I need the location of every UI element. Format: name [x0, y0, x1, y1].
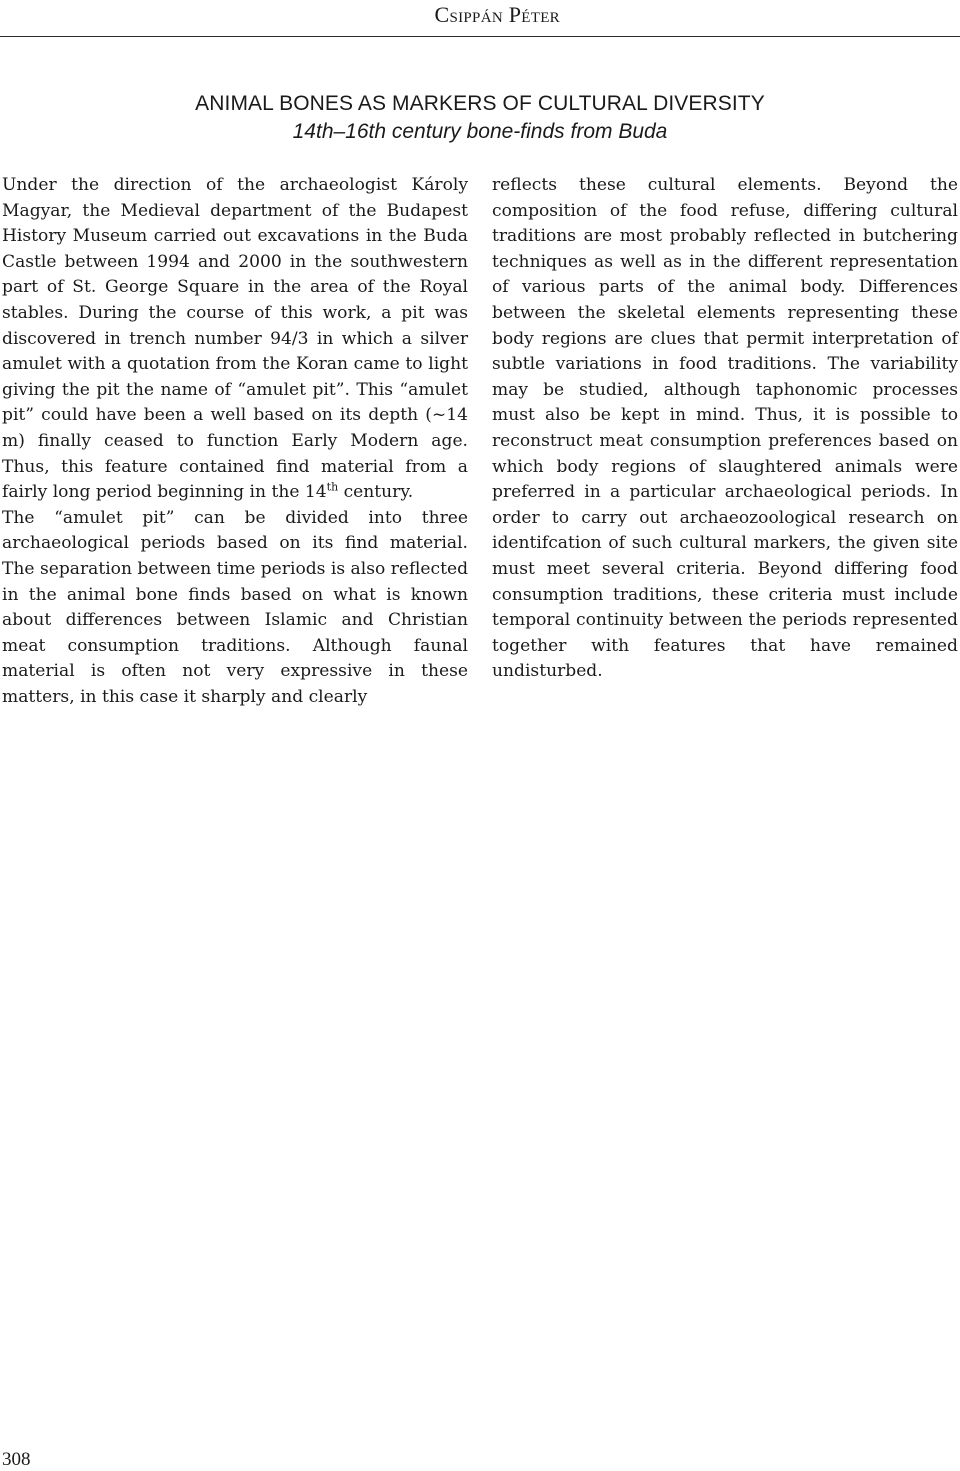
article-title-block	[0, 90, 960, 146]
body-paragraph: reflects these cultural elements. Beyond the composition of the food refuse, differing cultural traditions are most probably reflected in butchering techniques as well as in the different representation of various parts of the animal body. Differences between the skeletal elements representing these body regions are clues that permit interpretation of subtle variations in food traditions. The variability may be studied, although taphonomic processes must also be kept in mind. Thus, it is possible to reconstruct meat consumption preferences based on which body regions of slaughtered animals were preferred in a particular archaeological periods. In order to carry out archaeozoological research on identifcation of such cultural markers, the given site must meet several criteria. Beyond differing food consumption traditions, these criteria must include temporal continuity between the periods represented together with features that have remained undisturbed.	[492, 175, 958, 682]
article-subtitle: 14th–16th century bone-finds from Buda	[292, 120, 668, 143]
running-header-author: Csippán Péter	[434, 2, 560, 27]
ordinal-superscript: th	[326, 480, 339, 494]
body-text: century.	[338, 482, 414, 503]
left-column	[2, 173, 468, 710]
page-number: 308	[2, 1449, 31, 1470]
article-title: ANIMAL BONES AS MARKERS OF CULTURAL DIVERSITY	[195, 92, 765, 115]
body-text: Under the direction of the archaeologist Károly Magyar, the Medieval department of the Budapest History Museum carried out excavations in the Buda Castle between 1994 and 2000 in the southwestern part of St. George Square in the area of the Royal stables. During the course of this work, a pit was discovered in trench number 94/3 in which a silver amulet with a quotation from the Koran came to light giving the pit the name of “amulet pit”. This “amulet pit” could have been a well based on its depth (~14 m) finally ceased to function Early Modern age. Thus, this feature contained find material from a fairly long period beginning in the 14	[2, 175, 468, 503]
running-header	[0, 0, 960, 37]
body-paragraph: The “amulet pit” can be divided into three archaeological periods based on its find material. The separation between time periods is also reflected in the animal bone finds based on what is known about differences between Islamic and Christian meat consumption traditions. Although faunal material is often not very expressive in these matters, in this case it sharply and clearly	[2, 507, 469, 707]
body-paragraph	[2, 173, 468, 506]
right-column	[492, 173, 958, 685]
